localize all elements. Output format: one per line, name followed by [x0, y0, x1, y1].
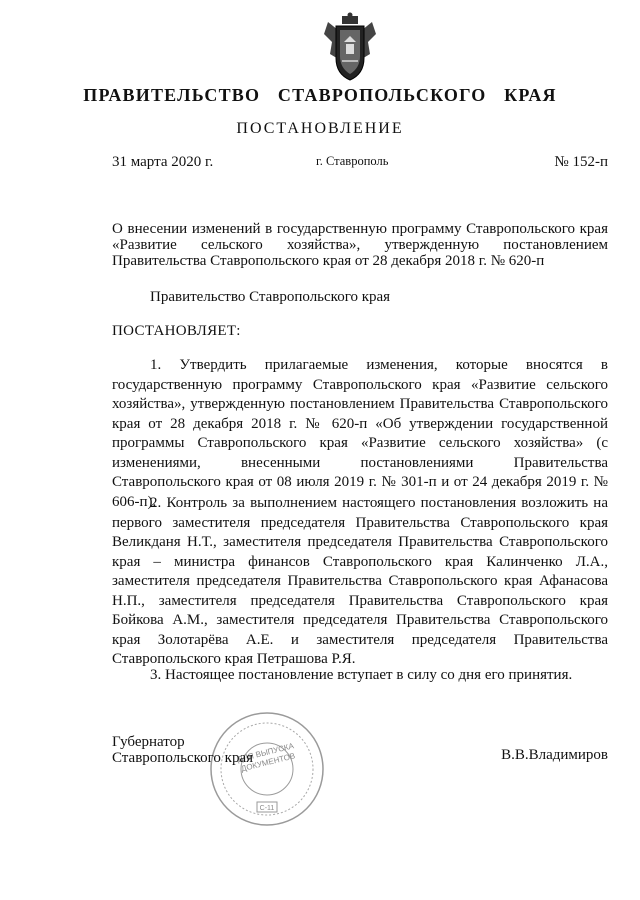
stamp-text: ДЛЯ ВЫПУСКА ДОКУМЕНТОВ — [236, 741, 297, 774]
coat-of-arms-emblem — [318, 12, 382, 84]
government-title: ПРАВИТЕЛЬСТВО СТАВРОПОЛЬСКОГО КРАЯ — [83, 85, 557, 105]
resolution-item-3: 3. Настоящее постановление вступает в силу со дня его принятия. — [150, 667, 573, 683]
document-type: ПОСТАНОВЛЕНИЕ — [236, 120, 404, 137]
issuing-body: Правительство Ставропольского края — [150, 289, 391, 305]
resolution-item-2: 2. Контроль за выполнением настоящего постановления возложить на первого заместителя председателя Правительства Ставропольского края Великданя Н.Т., заместителя председателя Правительства Ставропольского края – министра финансов Ставропольского края Калинченко Л.А., заместителя председателя Правительства Ставропольского края Афанасова Н.П., заместителя председателя Правительства Ставропольского края Бойкова А.М., заместителя председателя Правительства Ставропольского края Золотарёва А.Е. и заместителя председателя Правительства Ставропольского края Петрашова Р.Я. — [112, 495, 608, 667]
document-subject: О внесении изменений в государственную программу Ставропольского края «Развитие сельского хозяйства», утвержденную постановлением Правительства Ставропольского края от 28 декабря 2018 г. № 620-п — [112, 221, 608, 269]
official-stamp — [208, 710, 326, 828]
stamp-code: С-11 — [259, 805, 275, 812]
document-number: № 152-п — [554, 154, 608, 170]
signer-name: В.В.Владимиров — [501, 747, 608, 763]
signer-position-line1: Губернатор — [112, 734, 185, 750]
signer-position-line2: Ставропольского края — [112, 750, 253, 766]
resolution-item-1: 1. Утвердить прилагаемые изменения, которые вносятся в государственную программу Ставропольского края «Развитие сельского хозяйства», утвержденную постановлением Правительства Ставропольского края от 28 декабря 2018 г. № 620-п «Об утверждении государственной программы Ставропольского края «Развитие сельского хозяйства» (с изменениями, внесенными постановлениями Правительства Ставропольского края от 08 июля 2019 г. № 301-п и от 24 декабря 2019 г. № 606-п). — [112, 357, 608, 510]
resolves-heading: ПОСТАНОВЛЯЕТ: — [112, 323, 241, 339]
document-date: 31 марта 2020 г. — [112, 154, 214, 170]
signer-position — [112, 734, 253, 766]
document-city: г. Ставрополь — [316, 154, 389, 168]
